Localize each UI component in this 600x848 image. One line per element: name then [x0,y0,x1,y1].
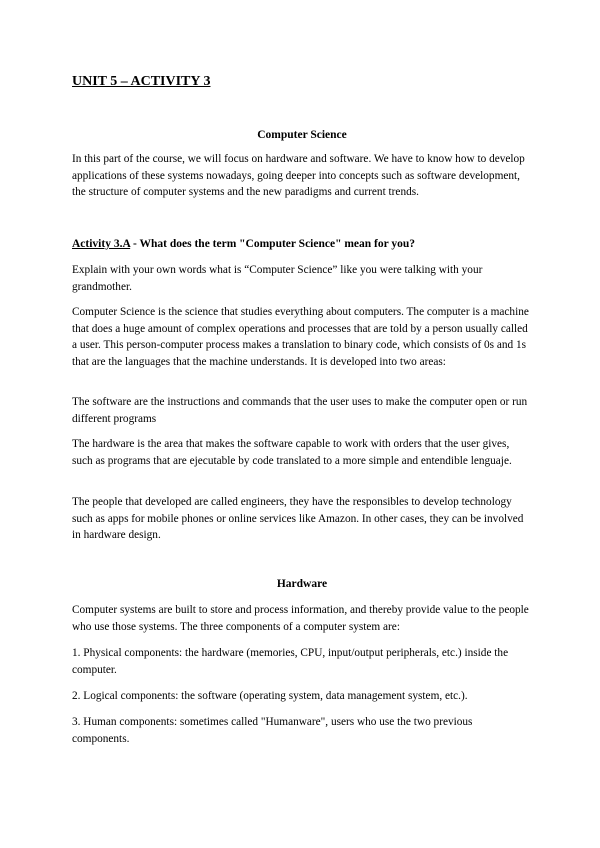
activity-question: What does the term "Computer Science" mean for you? [139,238,416,250]
hardware-item-3: 3. Human components: sometimes called "Humanware", users who use the two previous components. [72,716,473,745]
activity-answer-paragraph-2: The software are the instructions and commands that the user uses to make the computer open or run different programs [72,396,528,425]
hardware-item-1: 1. Physical components: the hardware (memories, CPU, input/output peripherals, etc.) inside the computer. [72,647,509,676]
document-title: UNIT 5 – ACTIVITY 3 [72,74,211,89]
activity-heading [72,238,532,250]
hardware-intro: Computer systems are built to store and process information, and thereby provide value to the people who use those systems. The three components of a computer system are: [72,604,529,633]
hardware-item-2: 2. Logical components: the software (operating system, data management system, etc.). [72,690,468,702]
activity-label: Activity 3.A [72,238,131,250]
computer-science-intro: In this part of the course, we will focus on hardware and software. We have to know how to develop applications of these systems nowadays, going deeper into concepts such as software development, the structure of computer systems and the new paradigms and current trends. [72,153,525,198]
activity-separator: - [130,238,140,250]
activity-answer-paragraph-4: The people that developed are called engineers, they have the responsibles to develop technology such as apps for mobile phones or online services like Amazon. In other cases, they can be involved in hardware design. [72,496,524,541]
activity-prompt: Explain with your own words what is “Computer Science” like you were talking with your grandmother. [72,264,483,293]
computer-science-heading: Computer Science [257,129,347,141]
activity-answer-paragraph-3: The hardware is the area that makes the software capable to work with orders that the user gives, such as programs that are ejecutable by code translated to a more simple and entendible lenguaje. [72,438,512,467]
activity-answer-paragraph-1: Computer Science is the science that studies everything about computers. The computer is a machine that does a huge amount of complex operations and processes that are told by a person usually called a user. This person-computer process makes a translation to binary code, which consists of 0s and 1s that are the languages that the machine understands. It is developed into two areas: [72,306,529,368]
hardware-heading: Hardware [276,578,328,590]
